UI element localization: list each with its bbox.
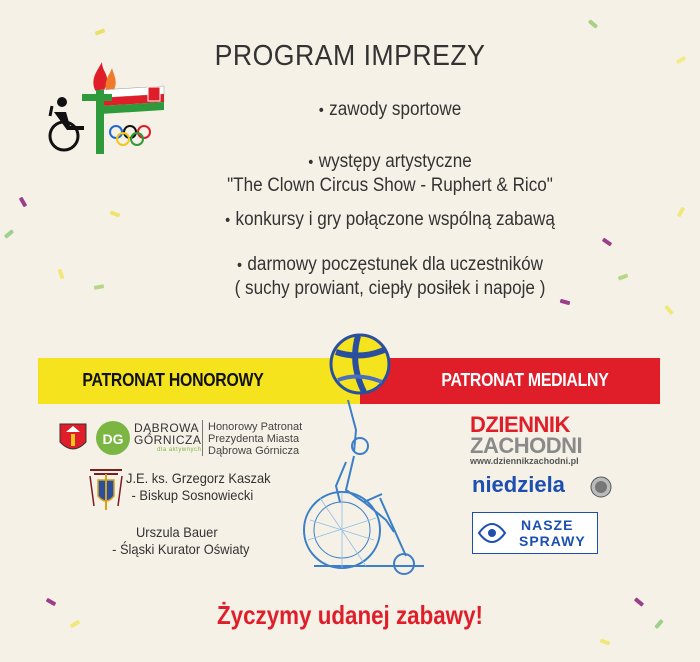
bullet-icon: • bbox=[318, 102, 324, 119]
niedziela-emblem-icon bbox=[590, 476, 612, 498]
kurator-patron: Urszula Bauer - Śląski Kurator Oświaty bbox=[112, 524, 250, 557]
divider bbox=[202, 420, 203, 456]
nasze-sprawy-icon bbox=[477, 519, 507, 547]
program-item-1: • zawody sportowe bbox=[318, 99, 462, 120]
program-item-2: • występy artystyczne "The Clown Circus Show - Ruphert & Rico" bbox=[227, 151, 553, 196]
patronat-honorowy-label: PATRONAT HONOROWY bbox=[82, 370, 264, 390]
bishop-patron: J.E. ks. Grzegorz Kaszak - Biskup Sosnowiecki bbox=[126, 470, 271, 503]
dabrowa-name: DĄBROWA GÓRNICZA dla aktywnych bbox=[134, 421, 202, 453]
bullet-icon: • bbox=[225, 212, 231, 229]
bullet-icon: • bbox=[308, 154, 314, 171]
niedziela-logo: niedziela bbox=[472, 472, 565, 497]
closing-wish: Życzymy udanej zabawy! bbox=[217, 600, 483, 630]
bullet-icon: • bbox=[236, 257, 243, 274]
honorary-patronat-text: Honorowy Patronat Prezydenta Miasta Dąbrowa Górnicza bbox=[208, 421, 303, 457]
program-item-4: • darmowy poczęstunek dla uczestników ( suchy prowiant, ciepły posiłek i napoje ) bbox=[234, 254, 546, 299]
dziennik-zachodni-logo: DZIENNIK ZACHODNI www.dziennikzachodni.pl bbox=[470, 412, 583, 466]
wheelchair-athlete-illustration bbox=[290, 390, 440, 585]
coat-of-arms-icon bbox=[58, 422, 88, 456]
patronat-medialny-label: PATRONAT MEDIALNY bbox=[441, 370, 609, 390]
page-title: PROGRAM IMPREZY bbox=[214, 40, 486, 72]
bishop-coat-of-arms-icon bbox=[86, 466, 126, 512]
program-item-3: • konkursy i gry połączone wspólną zabawą bbox=[225, 209, 555, 230]
volleyball-icon bbox=[328, 332, 392, 396]
dabrowa-gornicza-logo bbox=[95, 420, 131, 456]
nasze-sprawy-logo: NASZE SPRAWY bbox=[472, 512, 598, 554]
svg-text:DG: DG bbox=[102, 431, 124, 447]
